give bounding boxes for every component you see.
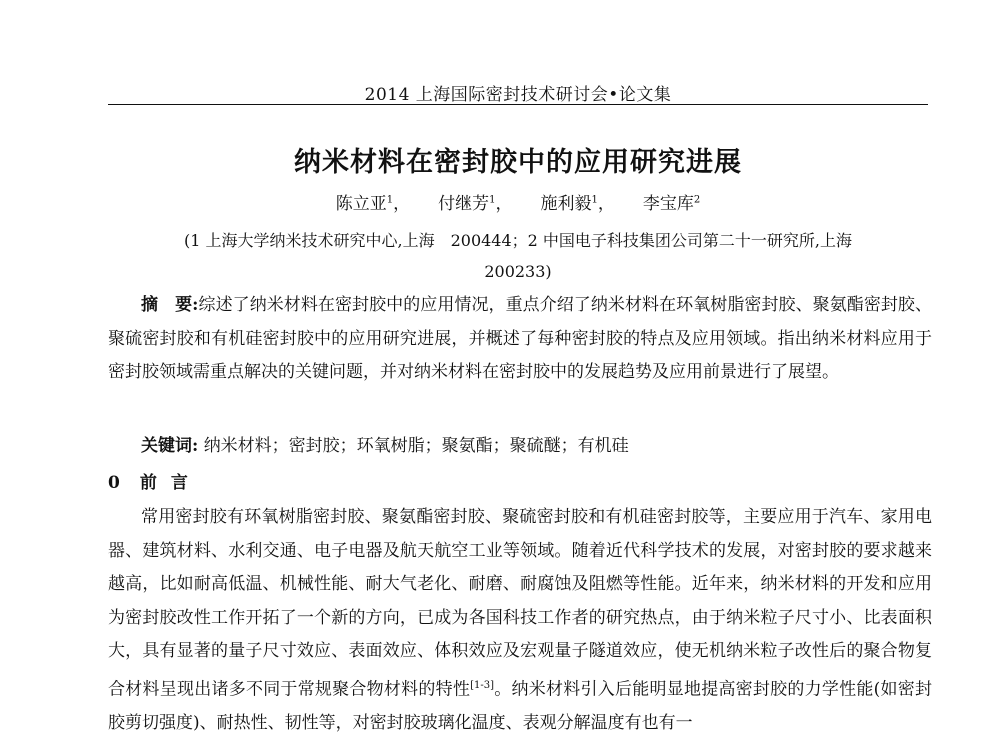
- body-text: 。纳米材料引入后能明显地提高密封胶的力学性能(如密封胶剪切强度)、耐热性、韧性等，对密封胶玻璃化温度、表观分解温度有也有一: [108, 679, 932, 733]
- author: 施利毅$^1$，: [540, 194, 615, 214]
- affiliation-line: 200233): [484, 262, 552, 281]
- section-heading: [108, 468, 202, 493]
- author-list: [108, 189, 928, 214]
- author-affiliation-mark: 1: [591, 194, 598, 206]
- affiliation-line: (1 上海大学纳米技术研究中心,上海 200444；2 中国电子科技集团公司第二十一研究所,上海: [183, 231, 853, 250]
- keywords-label: 关键词:: [141, 436, 199, 456]
- author-name: 陈立亚: [335, 194, 387, 214]
- paper-title: 纳米材料在密封胶中的应用研究进展: [294, 147, 742, 178]
- keywords: [108, 433, 965, 459]
- abstract-label: 摘 要:: [141, 295, 199, 315]
- running-header: 2014 上海国际密封技术研讨会•论文集: [364, 85, 672, 105]
- abstract: [108, 289, 932, 390]
- section-title: 前言: [139, 473, 202, 493]
- author-affiliation-mark: 1: [386, 194, 394, 206]
- author-name: 付继芳: [438, 194, 490, 214]
- body-paragraph: [108, 501, 932, 740]
- author-name: 李宝库: [642, 194, 694, 214]
- author-affiliation-mark: 1: [489, 194, 496, 206]
- author: 陈立亚$^1$，: [335, 194, 411, 214]
- header-rule: [108, 104, 928, 105]
- keywords-text: 纳米材料；密封胶；环氧树脂；聚氨酯；聚硫醚；有机硅: [203, 436, 629, 456]
- author: 付继芳$^1$，: [438, 194, 513, 214]
- author-name: 施利毅: [540, 194, 592, 214]
- citation: [1-3]: [470, 679, 495, 691]
- author: [643, 194, 700, 214]
- author-affiliation-mark: 2: [693, 194, 701, 206]
- abstract-text: 综述了纳米材料在密封胶中的应用情况，重点介绍了纳米材料在环氧树脂密封胶、聚氨酯密封胶、聚硫密封胶和有机硅密封胶中的应用研究进展，并概述了每种密封胶的特点及应用领域。指出纳米材料应用于密封胶领域需重点解决的关键问题，并对纳米材料在密封胶中的发展趋势及应用前景进行了展望。: [108, 295, 932, 382]
- section-number: 0: [108, 473, 120, 493]
- body-text: 常用密封胶有环氧树脂密封胶、聚氨酯密封胶、聚硫密封胶和有机硅密封胶等，主要应用于汽车、家用电器、建筑材料、水利交通、电子电器及航天航空工业等领域。随着近代科学技术的发展，对密封胶的要求越来越高，比如耐高低温、机械性能、耐大气老化、耐磨、耐腐蚀及阻燃等性能。近年来，纳米材料的开发和应用为密封胶改性工作开拓了一个新的方向，已成为各国科技工作者的研究热点，由于纳米粒子尺寸小、比表面积大，具有显著的量子尺寸效应、表面效应、体积效应及宏观量子隧道效应，使无机纳米粒子改性后的聚合物复合材料呈现出诸多不同于常规聚合物材料的特性: [108, 507, 932, 700]
